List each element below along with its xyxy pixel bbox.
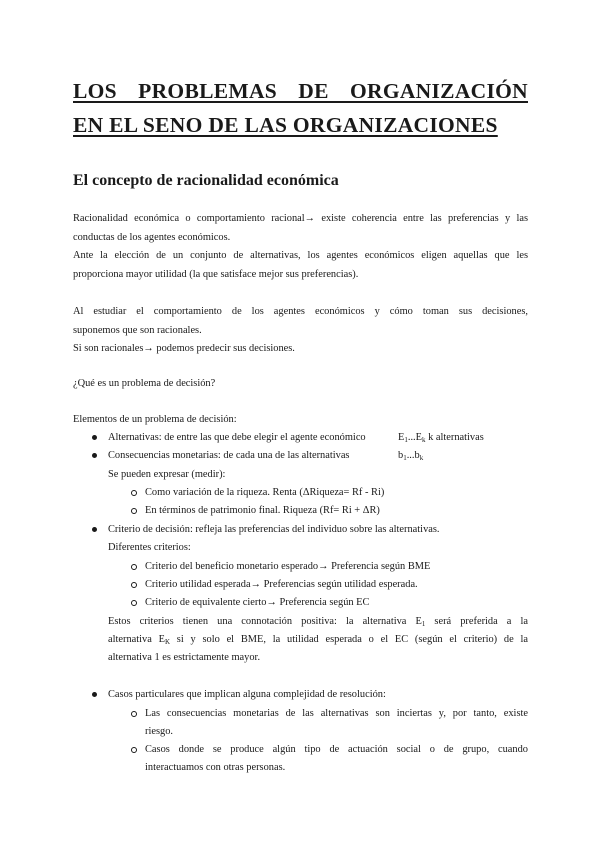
bullet-dot — [92, 435, 97, 440]
criterion-utility: Criterio utilidad esperada→ Preferencias según utilidad esperada. — [145, 579, 418, 590]
para1-line1: Racionalidad económica o comportamiento racional→ existe coherencia entre las preferencias y las — [73, 213, 528, 224]
bullet-ring — [131, 747, 137, 753]
estos-l1a: Estos criterios tienen una connotación positiva: la alternativa E — [108, 616, 422, 627]
title-line-1: LOS PROBLEMAS DE ORGANIZACIÓN — [73, 79, 528, 103]
bullet-consecuencias: Consecuencias monetarias: de cada una de las alternativas — [108, 450, 350, 461]
bullet-criterio: Criterio de decisión: refleja las preferencias del individuo sobre las alternativas. — [108, 524, 440, 535]
caso2-line1: Casos donde se produce algún tipo de actuación social o de grupo, cuando — [145, 744, 528, 755]
se-pueden: Se pueden expresar (medir): — [108, 469, 226, 480]
bullet-dot — [92, 692, 97, 697]
bullet-dot — [92, 527, 97, 532]
para3-line2: suponemos que son racionales. — [73, 325, 202, 336]
alt-e: E — [398, 432, 405, 443]
bullet-ring — [131, 508, 137, 514]
estos-l1b: será preferida a la — [425, 616, 528, 627]
cons-sub1: 1 — [403, 454, 407, 462]
alt-suffix: k alternativas — [425, 432, 484, 443]
estos-l2a: alternativa E — [108, 634, 165, 645]
para3-line1: Al estudiar el comportamiento de los agentes económicos y cómo toman sus decisiones, — [73, 306, 528, 317]
elements-heading: Elementos de un problema de decisión: — [73, 414, 237, 425]
alt-dots: ...E — [407, 432, 422, 443]
para2-line2: proporciona mayor utilidad (la que satisface mejor sus preferencias). — [73, 269, 359, 280]
para2-line1: Ante la elección de un conjunto de alternativas, los agentes económicos eligen aquellas que les — [73, 250, 528, 261]
bullet-ring — [131, 711, 137, 717]
estos-l2b: si y solo el BME, la utilidad esperada o el EC (según el criterio) de la — [170, 634, 528, 645]
criterion-bme: Criterio del beneficio monetario esperado→ Preferencia según BME — [145, 561, 431, 572]
consequences-notation — [398, 446, 423, 468]
estos-l1sub: 1 — [421, 620, 426, 628]
cons-subk: k — [419, 454, 424, 462]
caso1-line2: riesgo. — [145, 726, 173, 737]
bullet-dot — [92, 453, 97, 458]
question: ¿Qué es un problema de decisión? — [73, 378, 216, 389]
sub-patrimonio: En términos de patrimonio final. Riqueza (Rf= Ri + ΔR) — [145, 505, 380, 516]
cons-b: b — [398, 450, 404, 461]
section-title: El concepto de racionalidad económica — [73, 172, 339, 189]
estos-line3: alternativa 1 es estrictamente mayor. — [108, 652, 261, 663]
estos-l2sub: K — [164, 638, 171, 646]
sub-riqueza: Como variación de la riqueza. Renta (ΔRiqueza= Rf - Ri) — [145, 487, 385, 498]
para4: Si son racionales→ podemos predecir sus decisiones. — [73, 343, 295, 354]
bullet-alternativas: Alternativas: de entre las que debe elegir el agente económico — [108, 432, 366, 443]
diferentes-criterios: Diferentes criterios: — [108, 542, 191, 553]
bullet-casos: Casos particulares que implican alguna complejidad de resolución: — [108, 689, 386, 700]
caso2-line2: interactuamos con otras personas. — [145, 762, 286, 773]
caso1-line1: Las consecuencias monetarias de las alternativas son inciertas y, por tanto, existe — [145, 708, 528, 719]
bullet-ring — [131, 490, 137, 496]
alt-subk: k — [422, 436, 426, 444]
alt-sub1: 1 — [404, 436, 408, 444]
title-line-2: EN EL SENO DE LAS ORGANIZACIONES — [73, 113, 498, 137]
bullet-ring — [131, 582, 137, 588]
bullet-ring — [131, 564, 137, 570]
criterion-ec: Criterio de equivalente cierto→ Preferencia según EC — [145, 597, 370, 608]
cons-dots: ...b — [406, 450, 420, 461]
bullet-ring — [131, 600, 137, 606]
para1-line2: conductas de los agentes económicos. — [73, 232, 231, 243]
